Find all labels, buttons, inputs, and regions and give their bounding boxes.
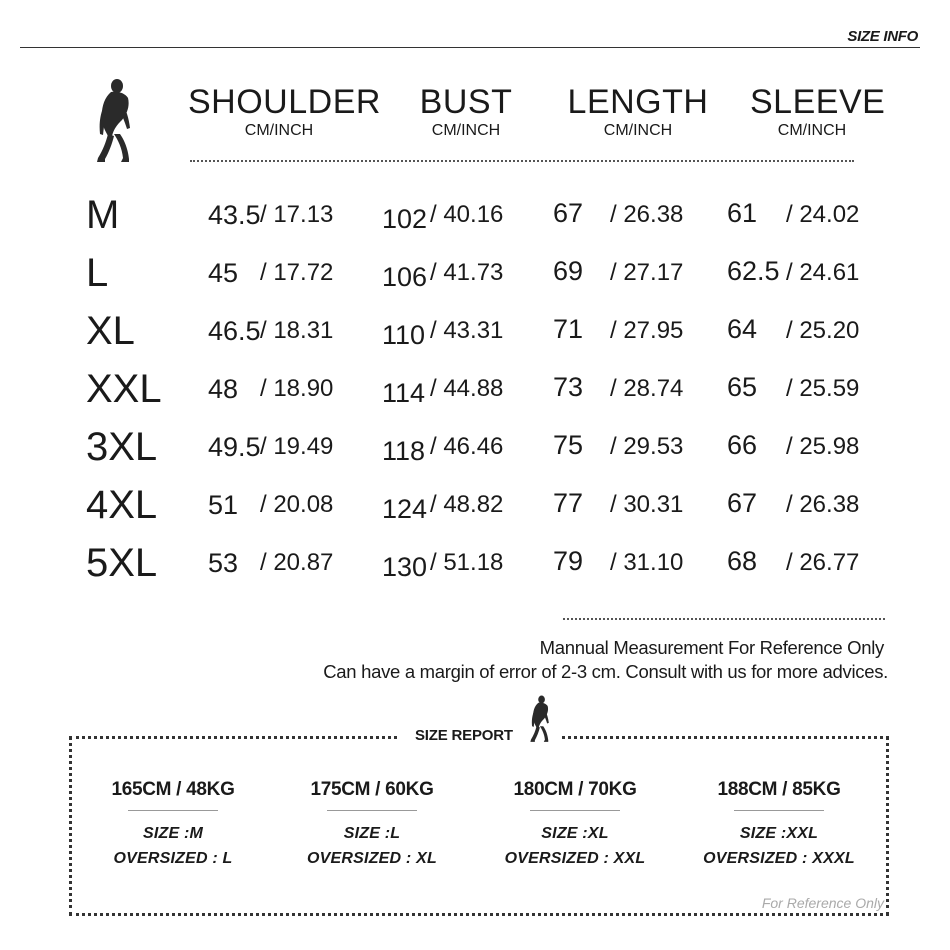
size-label: 4XL [86, 483, 158, 527]
shoulder-cm: 43.5 [208, 200, 261, 230]
bust-inch: / 40.16 [430, 201, 504, 228]
sleeve-inch: / 25.59 [786, 375, 860, 402]
bust-inch: / 51.18 [430, 549, 504, 576]
length-inch: / 27.17 [610, 259, 684, 286]
sleeve-cm: 61 [727, 198, 758, 228]
notes-dotted-divider [563, 618, 885, 620]
sleeve-inch: / 25.20 [786, 317, 860, 344]
report-item [684, 778, 874, 871]
walking-figure-icon [528, 695, 554, 743]
bust-cm: 130 [382, 552, 428, 582]
size-label: XXL [86, 367, 162, 411]
sleeve-cm: 65 [727, 372, 758, 402]
length-inch: / 26.38 [610, 201, 684, 228]
report-size: SIZE :M [142, 825, 204, 842]
report-size: SIZE :L [343, 825, 401, 842]
column-header-length [566, 84, 710, 142]
sleeve-cm: 66 [727, 430, 758, 460]
shoulder-inch: / 20.87 [260, 549, 334, 576]
bust-cm: 110 [382, 320, 426, 350]
report-oversized: OVERSIZED : XXXL [703, 850, 855, 867]
report-item [480, 778, 670, 871]
report-divider [327, 810, 417, 811]
shoulder-inch: / 17.72 [260, 259, 334, 286]
report-height-weight: 175CM / 60KG [310, 779, 434, 800]
size-label: XL [86, 309, 135, 353]
shoulder-inch: / 18.31 [260, 317, 334, 344]
size-report-title: SIZE REPORT [415, 727, 513, 744]
length-inch: / 28.74 [610, 375, 684, 402]
sleeve-inch: / 24.61 [786, 259, 860, 286]
bust-inch: / 41.73 [430, 259, 504, 286]
header-divider [20, 47, 920, 48]
column-unit: CM/INCH [777, 122, 847, 139]
report-divider [530, 810, 620, 811]
bust-cm: 106 [382, 262, 428, 292]
column-unit: CM/INCH [431, 122, 501, 139]
shoulder-cm: 45 [208, 258, 239, 288]
length-cm: 75 [553, 430, 584, 460]
shoulder-inch: / 19.49 [260, 433, 334, 460]
column-unit: CM/INCH [603, 122, 673, 139]
sleeve-inch: / 26.77 [786, 549, 860, 576]
shoulder-cm: 53 [208, 548, 239, 578]
bust-cm: 114 [382, 378, 426, 408]
measurement-note: Mannual Measurement For Reference Only [539, 637, 884, 658]
size-label: M [86, 193, 120, 237]
column-name: BUST [419, 83, 513, 121]
report-divider [734, 810, 824, 811]
table-row [0, 186, 950, 244]
column-unit: CM/INCH [244, 122, 314, 139]
length-cm: 71 [553, 314, 584, 344]
bust-cm: 118 [382, 436, 426, 466]
sleeve-cm: 68 [727, 546, 758, 576]
length-cm: 77 [553, 488, 584, 518]
length-inch: / 29.53 [610, 433, 684, 460]
shoulder-inch: / 18.90 [260, 375, 334, 402]
reference-footnote: For Reference Only [761, 895, 884, 911]
bust-inch: / 46.46 [430, 433, 504, 460]
shoulder-cm: 51 [208, 490, 239, 520]
table-row [0, 244, 950, 302]
report-item [78, 778, 268, 871]
bust-inch: / 48.82 [430, 491, 504, 518]
length-inch: / 31.10 [610, 549, 684, 576]
size-label: 5XL [86, 541, 158, 585]
report-oversized: OVERSIZED : L [113, 850, 233, 867]
report-height-weight: 180CM / 70KG [513, 779, 637, 800]
length-cm: 73 [553, 372, 584, 402]
sleeve-cm: 64 [727, 314, 758, 344]
bust-inch: / 43.31 [430, 317, 504, 344]
shoulder-cm: 48 [208, 374, 239, 404]
sleeve-inch: / 26.38 [786, 491, 860, 518]
sleeve-cm: 67 [727, 488, 758, 518]
size-report-header [398, 693, 560, 745]
page-title: SIZE INFO [847, 28, 918, 45]
length-cm: 69 [553, 256, 584, 286]
shoulder-cm: 49.5 [208, 432, 261, 462]
column-header-shoulder [188, 83, 381, 142]
report-item [277, 778, 467, 871]
table-row [0, 476, 950, 534]
header-dotted-divider [190, 160, 854, 162]
length-inch: / 30.31 [610, 491, 684, 518]
bust-cm: 102 [382, 204, 428, 234]
table-row [0, 418, 950, 476]
length-cm: 67 [553, 198, 584, 228]
shoulder-cm: 46.5 [208, 316, 261, 346]
sleeve-inch: / 25.98 [786, 433, 860, 460]
bust-cm: 124 [382, 494, 428, 524]
table-row [0, 360, 950, 418]
report-height-weight: 165CM / 48KG [111, 779, 235, 800]
column-name: LENGTH [567, 83, 709, 121]
margin-note: Can have a margin of error of 2-3 cm. Consult with us for more advices. [323, 661, 888, 682]
walking-figure-icon [94, 78, 138, 164]
shoulder-inch: / 20.08 [260, 491, 334, 518]
shoulder-inch: / 17.13 [260, 201, 334, 228]
sleeve-cm: 62.5 [727, 256, 780, 286]
column-name: SLEEVE [750, 83, 886, 121]
report-oversized: OVERSIZED : XXL [504, 850, 646, 867]
size-label: 3XL [86, 425, 158, 469]
column-header-sleeve [750, 83, 886, 142]
report-size: SIZE :XXL [739, 825, 819, 842]
bust-inch: / 44.88 [430, 375, 504, 402]
report-oversized: OVERSIZED : XL [307, 850, 437, 867]
report-size: SIZE :XL [541, 825, 609, 842]
length-cm: 79 [553, 546, 584, 576]
column-header-bust [400, 84, 532, 142]
length-inch: / 27.95 [610, 317, 684, 344]
sleeve-inch: / 24.02 [786, 201, 860, 228]
table-row [0, 302, 950, 360]
report-divider [128, 810, 218, 811]
size-label: L [86, 251, 109, 295]
table-row [0, 534, 950, 592]
report-height-weight: 188CM / 85KG [717, 779, 841, 800]
column-name: SHOULDER [188, 83, 381, 121]
